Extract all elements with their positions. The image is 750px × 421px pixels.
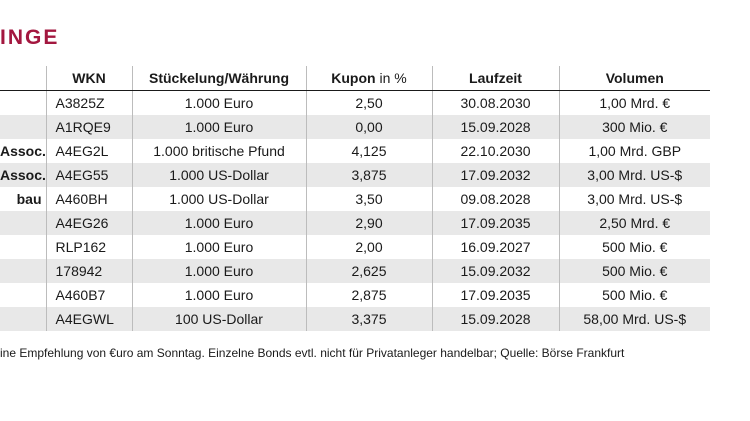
header-coupon-unit: in % [379, 70, 407, 86]
table-row [0, 187, 710, 211]
header-volume: Volumen [559, 66, 710, 91]
table-row [0, 163, 710, 187]
cell-issuer [0, 211, 46, 235]
cell-volume: 500 Mio. € [559, 259, 710, 283]
cell-maturity: 15.09.2032 [432, 259, 559, 283]
cell-wkn: A460B7 [46, 283, 132, 307]
cell-wkn: A460BH [46, 187, 132, 211]
cell-issuer [0, 283, 46, 307]
cell-issuer [0, 259, 46, 283]
cell-denomination: 1.000 Euro [132, 283, 306, 307]
cell-denomination: 1.000 Euro [132, 235, 306, 259]
cell-volume: 1,00 Mrd. GBP [559, 139, 710, 163]
cell-maturity: 09.08.2028 [432, 187, 559, 211]
table-header-row [0, 66, 710, 91]
table-row [0, 283, 710, 307]
cell-maturity: 22.10.2030 [432, 139, 559, 163]
cell-maturity: 17.09.2035 [432, 211, 559, 235]
cell-denomination: 1.000 Euro [132, 115, 306, 139]
cell-coupon: 2,875 [306, 283, 432, 307]
cell-volume: 58,00 Mrd. US-$ [559, 307, 710, 331]
cell-wkn: 178942 [46, 259, 132, 283]
cell-wkn: A1RQE9 [46, 115, 132, 139]
cell-maturity: 16.09.2027 [432, 235, 559, 259]
cell-maturity: 17.09.2035 [432, 283, 559, 307]
cell-issuer [0, 91, 46, 116]
cell-issuer: Assoc. [0, 163, 46, 187]
cell-coupon: 0,00 [306, 115, 432, 139]
cell-wkn: A4EGWL [46, 307, 132, 331]
cell-coupon: 2,00 [306, 235, 432, 259]
cell-issuer [0, 115, 46, 139]
cell-wkn: RLP162 [46, 235, 132, 259]
bond-table [0, 66, 710, 331]
cell-wkn: A4EG2L [46, 139, 132, 163]
cell-issuer: Assoc. [0, 143, 46, 159]
table-row [0, 235, 710, 259]
header-wkn: WKN [46, 66, 132, 91]
table-row [0, 211, 710, 235]
cell-maturity: 30.08.2030 [432, 91, 559, 116]
cell-coupon: 2,90 [306, 211, 432, 235]
cell-denomination: 1.000 britische Pfund [132, 139, 306, 163]
cell-issuer: bau [16, 191, 42, 207]
cell-coupon: 3,375 [306, 307, 432, 331]
cell-denomination: 1.000 US-Dollar [132, 163, 306, 187]
cell-wkn: A4EG55 [46, 163, 132, 187]
cell-issuer [0, 235, 46, 259]
cell-coupon: 2,50 [306, 91, 432, 116]
header-maturity: Laufzeit [432, 66, 559, 91]
cell-volume: 2,50 Mrd. € [559, 211, 710, 235]
cell-maturity: 15.09.2028 [432, 115, 559, 139]
cell-volume: 500 Mio. € [559, 283, 710, 307]
cell-coupon: 3,50 [306, 187, 432, 211]
page-title: INGE [0, 26, 60, 49]
cell-maturity: 17.09.2032 [432, 163, 559, 187]
cell-maturity: 15.09.2028 [432, 307, 559, 331]
cell-denomination: 1.000 Euro [132, 91, 306, 116]
cell-coupon: 2,625 [306, 259, 432, 283]
cell-volume: 3,00 Mrd. US-$ [559, 163, 710, 187]
cell-wkn: A3825Z [46, 91, 132, 116]
cell-denomination: 100 US-Dollar [132, 307, 306, 331]
cell-denomination: 1.000 Euro [132, 259, 306, 283]
footnote: ine Empfehlung von €uro am Sonntag. Einzelne Bonds evtl. nicht für Privatanleger handelbar; Quelle: Börse Frankfurt [0, 346, 625, 360]
cell-volume: 500 Mio. € [559, 235, 710, 259]
cell-coupon: 4,125 [306, 139, 432, 163]
cell-denomination: 1.000 Euro [132, 211, 306, 235]
table-row [0, 259, 710, 283]
header-coupon-label: Kupon [331, 70, 376, 86]
header-coupon [306, 66, 432, 91]
table-row [0, 91, 710, 116]
table-row [0, 307, 710, 331]
table-row [0, 139, 710, 163]
cell-issuer [0, 307, 46, 331]
header-issuer [0, 66, 46, 91]
cell-volume: 300 Mio. € [559, 115, 710, 139]
cell-volume: 1,00 Mrd. € [559, 91, 710, 116]
cell-volume: 3,00 Mrd. US-$ [559, 187, 710, 211]
table-row [0, 115, 710, 139]
cell-coupon: 3,875 [306, 163, 432, 187]
cell-denomination: 1.000 US-Dollar [132, 187, 306, 211]
cell-wkn: A4EG26 [46, 211, 132, 235]
header-denomination: Stückelung/Währung [132, 66, 306, 91]
